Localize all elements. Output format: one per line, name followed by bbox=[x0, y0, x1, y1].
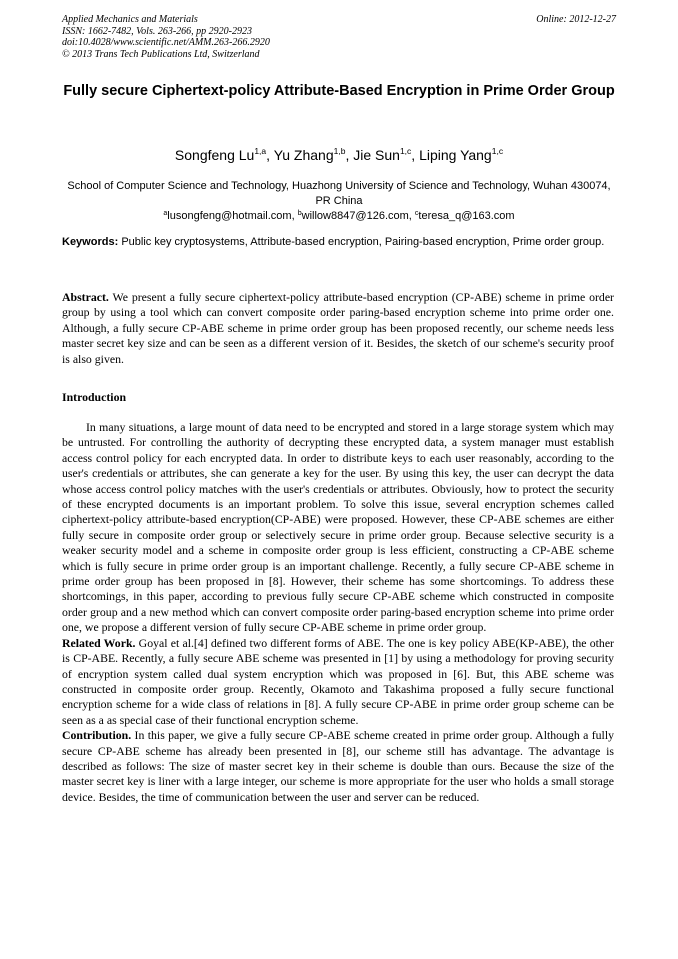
author-list: Songfeng Lu$^{1,a}$, Yu Zhang$^{1,b}$, Jie Sun$^{1,c}$, Liping Yang$^{1,c}$ bbox=[174, 146, 504, 163]
issn-line: ISSN: 1662-7482, Vols. 263-266, pp 2920-2923 bbox=[62, 25, 252, 37]
email-mark: c bbox=[414, 210, 419, 217]
email-address: willow8847@126.com bbox=[301, 210, 409, 222]
affiliation-text: School of Computer Science and Technology, Huazhong University of Science and Technology, Wuhan 430074, PR China bbox=[67, 180, 611, 207]
author-name: Yu Zhang bbox=[273, 147, 334, 163]
contribution-text: In this paper, we give a fully secure CP-ABE scheme created in prime order group. Although a fully secure CP-ABE scheme has already been presented in [8], our scheme still has advantage. The advantage is described as follows: The size of master secret key in their scheme is double than ours. Because the size of the master secret key is liner with a large integer, our scheme is more appropriate for the user who holds a small storage device. Besides, the time of communication between the user and server can be reduced. bbox=[62, 728, 614, 804]
copyright-line: © 2013 Trans Tech Publications Ltd, Switzerland bbox=[62, 48, 260, 60]
email-mark: a bbox=[163, 210, 168, 217]
journal-name: Applied Mechanics and Materials bbox=[62, 14, 198, 25]
author-name: Jie Sun bbox=[353, 147, 400, 163]
email-line: $^a$lusongfeng@hotmail.com, $^b$willow8847@126.com, $^c$teresa_q@163.com bbox=[163, 210, 515, 222]
affiliation-block bbox=[62, 179, 616, 224]
related-work-text: Goyal et al.[4] defined two different forms of ABE. The one is key policy ABE(KP-ABE), the other is CP-ABE. Recently, a fully secure ABE scheme was presented in [1] by using a methodology for proving security of encryption system called dual system encryption which was proposed in [6]. But, this ABE scheme was constructed in composite order group. Recently, Okamoto and Takashima proposed a fully secure functional encryption scheme for a wide class of relations in [8]. A fully secure CP-ABE in prime order group scheme can be seen as a as special case of their functional encryption scheme. bbox=[62, 635, 614, 727]
author-name: Songfeng Lu bbox=[174, 147, 255, 163]
email-address: lusongfeng@hotmail.com bbox=[167, 210, 292, 222]
journal-header bbox=[62, 14, 616, 60]
related-work-label: Related Work. bbox=[62, 635, 136, 650]
abstract-section bbox=[62, 290, 614, 367]
intro-paragraph: In many situations, a large mount of data need to be encrypted and stored in a large storage system which may be untrusted. For controlling the authority of decrypting these encrypted data, a system manager must establish access control policy for each encrypted data. In order to distribute keys to each user reasonably, according to the user's credentials or attributes, she can generate a key for the user. By using this key, the user can decrypt the data whose access control policy matches with the user's credentials or attributes. Obviously, how to protect the security of these encrypted documents is an important problem. To solve this issue, several encryption schemes called ciphertext-policy attribute-based encryption(CP-ABE) were proposed. However, these CP-ABE schemes are either fully secure in composite order group or selectively secure in prime order group. Because selective security is a weaker security model and a scheme in composite order group is less efficient, constructing a CP-ABE scheme which is fully secure in prime order group is an important challenge. Recently, a fully secure CP-ABE scheme in prime order group has been proposed in [8]. However, their scheme has some shortcomings. To address these shortcomings, in this paper, according to previous fully secure CP-ABE scheme which constructed in composite order group and a new method which can convert composite order paring-based encryption scheme into prime order one, we propose a different version of fully secure CP-ABE scheme in prime order group. bbox=[62, 420, 614, 635]
email-address: teresa_q@163.com bbox=[418, 210, 515, 222]
doi-line: doi:10.4028/www.scientific.net/AMM.263-266.2920 bbox=[62, 37, 270, 48]
keywords-text: Public key cryptosystems, Attribute-based encryption, Pairing-based encryption, Prime order group. bbox=[121, 236, 605, 248]
abstract-text: We present a fully secure ciphertext-policy attribute-based encryption (CP-ABE) scheme in prime order group by using a tool which can convert composite order paring-based encryption scheme into prime order one. Although, a fully secure CP-ABE scheme in prime order group has been proposed recently, our scheme needs less master secret key size and can be seen as a different version of it. Besides, the sketch of our scheme's security proof is also given. bbox=[62, 290, 614, 366]
keywords-block bbox=[62, 235, 614, 250]
contribution-paragraph bbox=[62, 728, 614, 805]
paper-title: Fully secure Ciphertext-policy Attribute-Based Encryption in Prime Order Group bbox=[63, 83, 615, 99]
email-mark: b bbox=[297, 210, 302, 217]
section-heading-introduction: Introduction bbox=[62, 390, 127, 404]
author-affil-mark: 1,b bbox=[333, 146, 346, 156]
author-affil-mark: 1,a bbox=[254, 146, 267, 156]
online-date: Online: 2012-12-27 bbox=[536, 14, 616, 25]
introduction-body bbox=[62, 420, 614, 805]
author-affil-mark: 1,c bbox=[399, 146, 412, 156]
abstract-label: Abstract. bbox=[62, 290, 109, 304]
related-work-paragraph bbox=[62, 636, 614, 728]
keywords-label: Keywords: bbox=[62, 236, 119, 248]
author-affil-mark: 1,c bbox=[491, 146, 504, 156]
contribution-label: Contribution. bbox=[62, 728, 132, 743]
author-name: Liping Yang bbox=[419, 147, 492, 163]
